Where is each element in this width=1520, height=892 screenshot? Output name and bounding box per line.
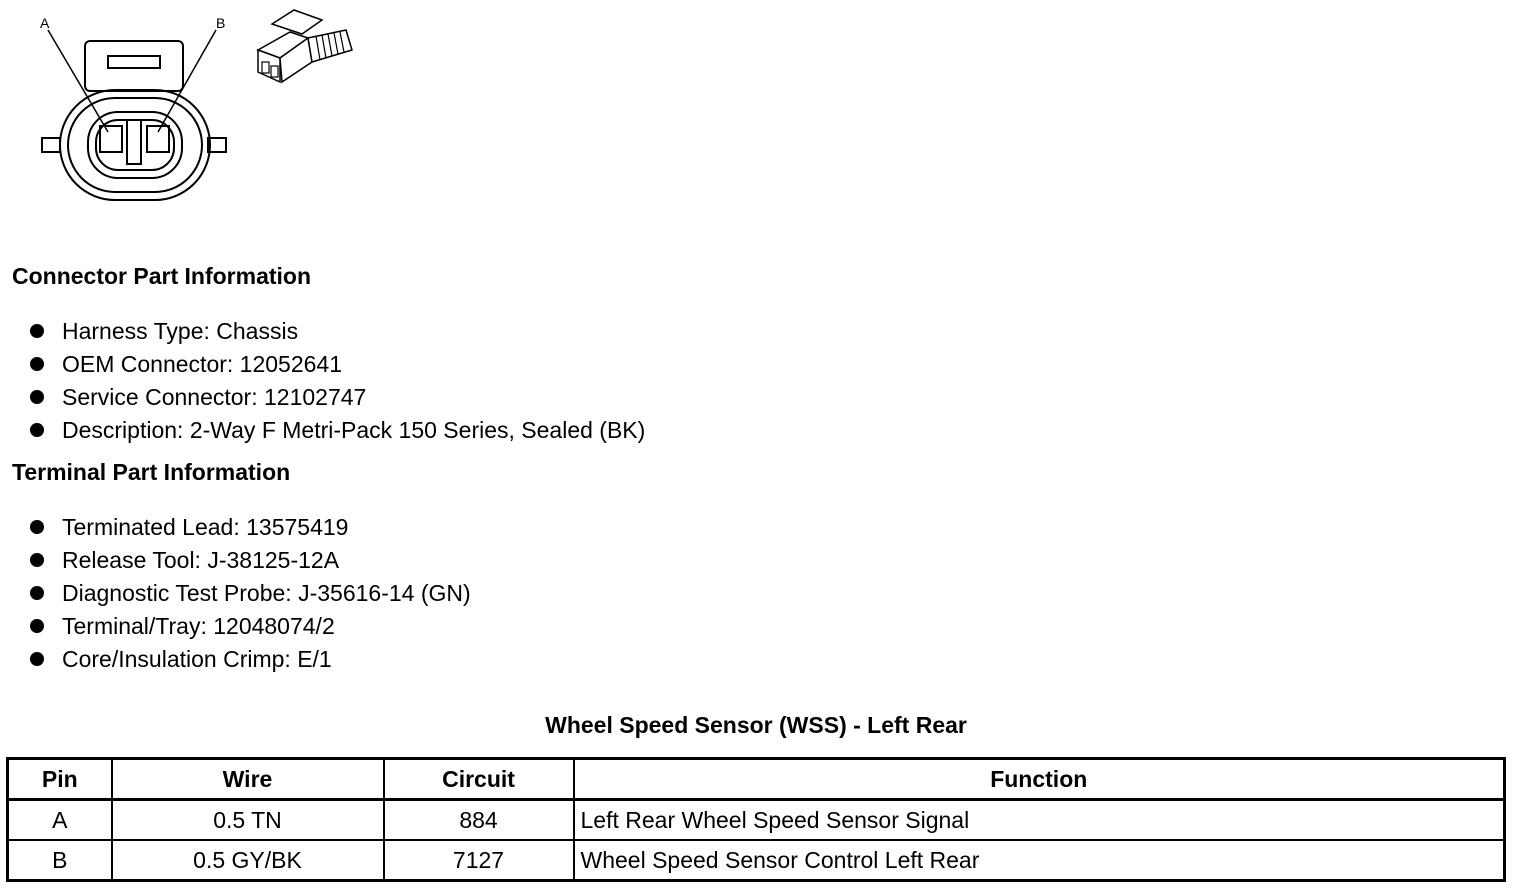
- list-item: Terminal/Tray: 12048074/2: [30, 610, 471, 643]
- list-item: Core/Insulation Crimp: E/1: [30, 643, 471, 676]
- bullet-icon: [30, 423, 44, 437]
- connector-face-diagram: [30, 8, 240, 208]
- bullet-icon: [30, 520, 44, 534]
- bullet-icon: [30, 357, 44, 371]
- list-item: Diagnostic Test Probe: J-35616-14 (GN): [30, 577, 471, 610]
- terminal-info-title: Terminal Part Information: [12, 459, 291, 485]
- function-cell: Left Rear Wheel Speed Sensor Signal: [574, 800, 1505, 841]
- pin-cell: A: [8, 800, 112, 841]
- pinout-table: [6, 757, 1506, 882]
- bullet-icon: [30, 652, 44, 666]
- column-header: Wire: [112, 759, 384, 800]
- wire-cell: 0.5 GY/BK: [112, 840, 384, 881]
- connector-info-list: [30, 315, 645, 447]
- list-item: Terminated Lead: 13575419: [30, 511, 471, 544]
- list-item: Release Tool: J-38125-12A: [30, 544, 471, 577]
- table-header-row: [8, 759, 1505, 800]
- terminal-info-list: [30, 511, 471, 676]
- list-item: Harness Type: Chassis: [30, 315, 645, 348]
- list-item: Description: 2-Way F Metri-Pack 150 Series, Sealed (BK): [30, 414, 645, 447]
- pin-a-label: A: [40, 15, 50, 31]
- table-row: [8, 800, 1505, 841]
- bullet-icon: [30, 553, 44, 567]
- list-item: OEM Connector: 12052641: [30, 348, 645, 381]
- pin-cell: B: [8, 840, 112, 881]
- wire-cell: 0.5 TN: [112, 800, 384, 841]
- pin-b-label: B: [216, 15, 226, 31]
- circuit-cell: 884: [384, 800, 574, 841]
- circuit-cell: 7127: [384, 840, 574, 881]
- bullet-icon: [30, 586, 44, 600]
- connector-perspective-drawing: [250, 2, 360, 92]
- table-row: [8, 840, 1505, 881]
- column-header: Pin: [8, 759, 112, 800]
- bullet-icon: [30, 324, 44, 338]
- column-header: Function: [574, 759, 1505, 800]
- bullet-icon: [30, 619, 44, 633]
- column-header: Circuit: [384, 759, 574, 800]
- list-item: Service Connector: 12102747: [30, 381, 645, 414]
- bullet-icon: [30, 390, 44, 404]
- connector-info-title: Connector Part Information: [12, 263, 312, 289]
- function-cell: Wheel Speed Sensor Control Left Rear: [574, 840, 1505, 881]
- table-title: Wheel Speed Sensor (WSS) - Left Rear: [545, 712, 967, 738]
